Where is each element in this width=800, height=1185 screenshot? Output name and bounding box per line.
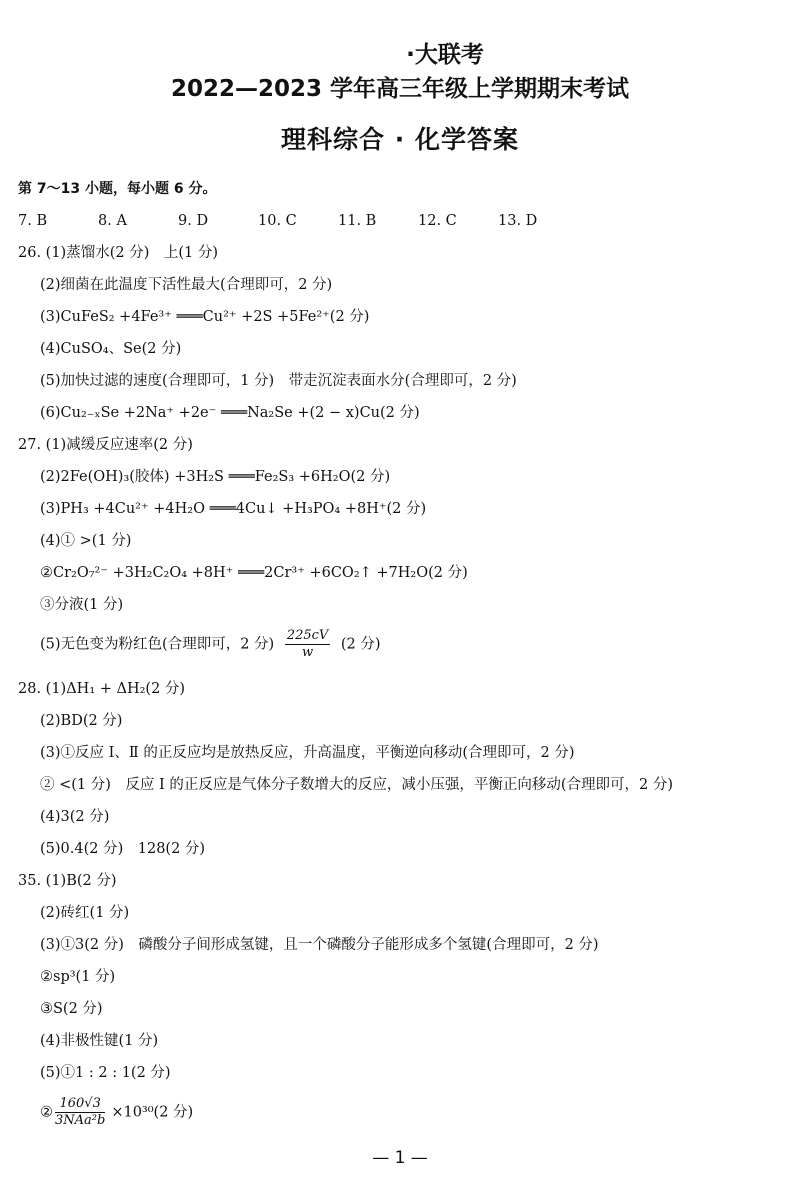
q26-line4: (4)CuSO₄、Se(2 分) xyxy=(40,341,182,357)
q28-line4: ② <(1 分) 反应 Ⅰ 的正反应是气体分子数增大的反应，减小压强，平衡正向移动(合理即可，2 分) xyxy=(40,777,673,793)
subject-title: 理科综合 · 化学答案 xyxy=(281,125,519,154)
q35-fraction xyxy=(55,1096,105,1129)
q27-line5: ②Cr₂O₇²⁻ +3H₂C₂O₄ +8H⁺ ═══2Cr³⁺ +6CO₂↑ +7H₂O(2 分) xyxy=(40,565,468,581)
q26-line1: 26. (1)蒸馏水(2 分) 上(1 分) xyxy=(18,245,219,261)
q35-line8-pre: ② xyxy=(40,1104,53,1121)
q27-line6: ③分液(1 分) xyxy=(40,597,124,613)
q35-line3: (3)①3(2 分) 磷酸分子间形成氢键，且一个磷酸分子能形成多个氢键(合理即可，2 分) xyxy=(40,937,599,953)
brand-title: ·大联考 xyxy=(406,42,484,68)
q27-line1: 27. (1)减缓反应速率(2 分) xyxy=(18,437,193,453)
q35-line8-tail: ×10³⁰(2 分) xyxy=(111,1104,194,1121)
q27-line2: (2)2Fe(OH)₃(胶体) +3H₂S ═══Fe₂S₃ +6H₂O(2 分) xyxy=(40,469,391,485)
q35-line7: (5)①1 : 2 : 1(2 分) xyxy=(40,1065,171,1081)
exam-title: 2022—2023 学年高三年级上学期期末考试 xyxy=(170,76,630,102)
choice-7: 7. B xyxy=(18,213,48,229)
q27-fraction-denominator: w xyxy=(301,645,314,660)
choice-8: 8. A xyxy=(98,213,127,229)
choice-10: 10. C xyxy=(258,213,297,229)
q26-line2: (2)细菌在此温度下活性最大(合理即可，2 分) xyxy=(40,277,333,293)
page-number: — 1 — xyxy=(372,1148,428,1168)
q26-line3: (3)CuFeS₂ +4Fe³⁺ ═══Cu²⁺ +2S +5Fe²⁺(2 分) xyxy=(40,309,370,325)
choice-13: 13. D xyxy=(498,213,538,229)
q35-line4: ②sp³(1 分) xyxy=(40,969,116,985)
q27-line7-tail: (2 分) xyxy=(340,636,381,653)
q35-line5: ③S(2 分) xyxy=(40,1001,103,1017)
q35-line8 xyxy=(40,1096,193,1129)
q26-line6: (6)Cu₂₋ₓSe +2Na⁺ +2e⁻ ═══Na₂Se +(2 − x)Cu(2 分) xyxy=(40,405,420,421)
q28-line6: (5)0.4(2 分) 128(2 分) xyxy=(40,841,206,857)
choice-answers xyxy=(18,210,578,232)
intro-line: 第 7～13 小题，每小题 6 分。 xyxy=(18,181,217,197)
q27-line7 xyxy=(40,628,381,661)
choice-11: 11. B xyxy=(338,213,377,229)
q27-line3: (3)PH₃ +4Cu²⁺ +4H₂O ═══4Cu↓ +H₃PO₄ +8H⁺(2 分) xyxy=(40,501,427,517)
q27-fraction-numerator: 225cV xyxy=(286,628,329,643)
q28-line3: (3)①反应 Ⅰ、Ⅱ 的正反应均是放热反应，升高温度，平衡逆向移动(合理即可，2 分) xyxy=(40,745,575,761)
q27-line4: (4)① >(1 分) xyxy=(40,533,132,549)
q28-line2: (2)BD(2 分) xyxy=(40,713,123,729)
q35-line1: 35. (1)B(2 分) xyxy=(18,873,117,889)
q27-line7-text: (5)无色变为粉红色(合理即可，2 分) xyxy=(40,636,275,653)
q26-line5: (5)加快过滤的速度(合理即可，1 分) 带走沉淀表面水分(合理即可，2 分) xyxy=(40,373,517,389)
q35-fraction-numerator: 160√3 xyxy=(55,1096,105,1113)
choice-9: 9. D xyxy=(178,213,209,229)
choice-12: 12. C xyxy=(418,213,457,229)
q35-fraction-denominator: 3NAa²b xyxy=(55,1113,106,1128)
q27-fraction xyxy=(285,628,330,661)
q28-line5: (4)3(2 分) xyxy=(40,809,110,825)
q28-line1: 28. (1)ΔH₁ + ΔH₂(2 分) xyxy=(18,681,186,697)
q35-line2: (2)砖红(1 分) xyxy=(40,905,130,921)
q35-line6: (4)非极性键(1 分) xyxy=(40,1033,159,1049)
